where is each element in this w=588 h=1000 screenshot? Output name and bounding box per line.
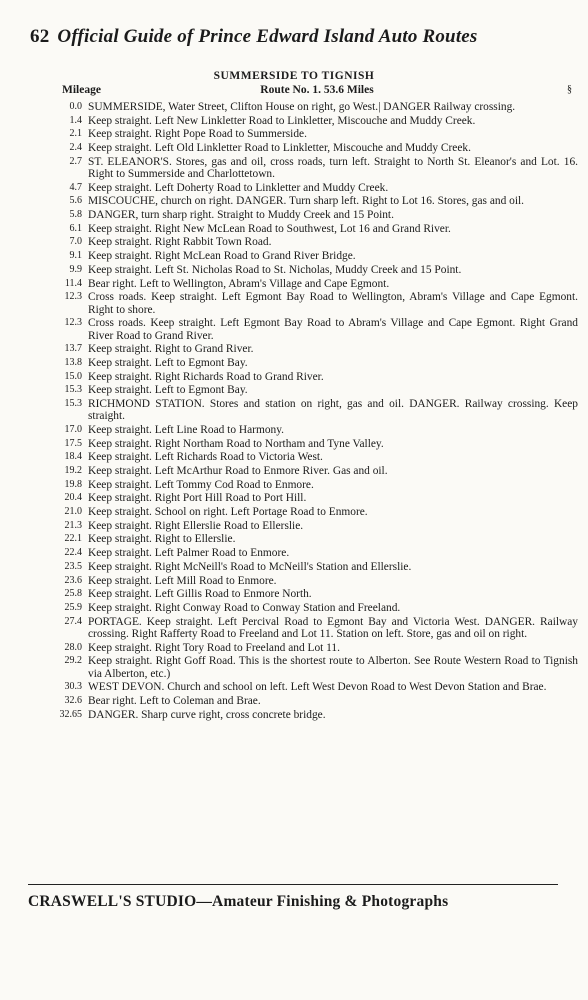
entry-description: PORTAGE. Keep straight. Left Percival Road to Egmont Bay and Victoria West. DANGER. Railway crossing. Right Rafferty Road to Freeland and Lot 11. Station on left. Store, gas and oil on right. <box>88 615 578 640</box>
entry-mileage: 5.8 <box>69 209 82 221</box>
entry-mileage: 19.2 <box>64 465 82 476</box>
entry-mileage: 4.7 <box>69 181 82 193</box>
entry-description: Keep straight. Right Pope Road to Summerside. <box>88 128 307 141</box>
entry-mileage: 23.5 <box>64 560 82 572</box>
entry-description: Keep straight. Left Doherty Road to Linkletter and Muddy Creek. <box>88 181 389 194</box>
entry-description: Keep straight. Left Tommy Cod Road to Enmore. <box>88 478 314 491</box>
entry-description: Keep straight. Left Mill Road to Enmore. <box>88 574 277 587</box>
entry-mileage: 19.8 <box>64 478 82 490</box>
route-entry <box>48 317 578 342</box>
entry-mileage: 30.3 <box>64 681 82 693</box>
route-entry <box>48 655 578 680</box>
entry-description: Cross roads. Keep straight. Left Egmont Bay Road to Abram's Village and Cape Egmont. Right Grand River Road to Grand River. <box>88 317 578 342</box>
entry-description: ST. ELEANOR'S. Stores, gas and oil, cross roads, turn left. Straight to North St. Eleanor's and Lot. 16. Right to Summerside and Charlottetown. <box>88 155 578 181</box>
entry-description: Keep straight. Left Gillis Road to Enmore North. <box>88 588 312 601</box>
route-entry <box>48 424 578 436</box>
route-entry <box>48 128 578 140</box>
entry-description: Keep straight. Left McArthur Road to Enmore River. Gas and oil. <box>88 465 388 477</box>
entry-mileage: 23.6 <box>64 574 82 586</box>
entry-mileage: 6.1 <box>69 222 82 234</box>
route-entry <box>48 384 578 396</box>
entry-description: Keep straight. Right Goff Road. This is the shortest route to Alberton. See Route Western Road to Tignish via Alberton, etc.) <box>88 655 578 680</box>
entry-mileage: 20.4 <box>64 492 82 504</box>
route-entry <box>48 115 578 127</box>
entry-description: MISCOUCHE, church on right. DANGER. Turn sharp left. Right to Lot 16. Stores, gas and oil. <box>88 195 524 208</box>
route-entries <box>48 101 578 722</box>
route-entry <box>48 492 578 504</box>
route-entry <box>48 278 578 290</box>
entry-mileage: 15.3 <box>64 384 82 396</box>
entry-description: SUMMERSIDE, Water Street, Clifton House on right, go West.| DANGER Railway crossing. <box>88 101 516 113</box>
entry-description: Keep straight. School on right. Left Portage Road to Enmore. <box>88 506 368 519</box>
route-entry <box>48 520 578 532</box>
route-entry <box>48 465 578 477</box>
entry-description: Keep straight. Right Tory Road to Freeland and Lot 11. <box>88 641 340 654</box>
entry-mileage: 29.2 <box>64 655 82 667</box>
entry-mileage: 9.9 <box>69 263 82 275</box>
page-title: Official Guide of Prince Edward Island Auto Routes <box>57 26 478 47</box>
entry-description: Keep straight. Right Richards Road to Grand River. <box>88 370 324 383</box>
margin-mark: § <box>567 84 572 95</box>
route-entry <box>48 209 578 221</box>
route-entry <box>48 709 578 721</box>
route-entry <box>48 602 578 614</box>
entry-mileage: 13.8 <box>64 356 82 368</box>
route-entry <box>48 479 578 491</box>
entry-description: Keep straight. Right McLean Road to Grand River Bridge. <box>88 250 356 263</box>
entry-mileage: 15.0 <box>64 370 82 382</box>
entry-description: Keep straight. Left New Linkletter Road to Linkletter, Miscouche and Muddy Creek. <box>88 114 476 127</box>
entry-description: Keep straight. Right Ellerslie Road to Ellerslie. <box>88 519 304 532</box>
entry-mileage: 2.4 <box>69 142 82 154</box>
entry-description: WEST DEVON. Church and school on left. Left West Devon Road to West Devon Station and Brae. <box>88 681 547 694</box>
entry-description: Keep straight. Left to Egmont Bay. <box>88 384 248 397</box>
route-entry <box>48 343 578 355</box>
route-entry <box>48 398 578 423</box>
route-entry <box>48 182 578 194</box>
route-entry <box>48 451 578 463</box>
route-entry <box>48 642 578 654</box>
entry-mileage: 21.3 <box>64 519 82 531</box>
entry-mileage: 5.6 <box>69 195 82 207</box>
entry-description: Keep straight. Left to Egmont Bay. <box>88 356 248 369</box>
route-entry <box>48 236 578 248</box>
route-entry <box>48 101 578 113</box>
entry-mileage: 22.1 <box>64 533 82 545</box>
route-entry <box>48 575 578 587</box>
route-entry <box>48 291 578 316</box>
entry-description: Keep straight. Right McNeill's Road to McNeill's Station and Ellerslie. <box>88 560 412 573</box>
page-number: 62 <box>30 26 50 47</box>
entry-mileage: 32.65 <box>59 708 82 720</box>
entry-description: RICHMOND STATION. Stores and station on right, gas and oil. DANGER. Railway crossing. Keep straight. <box>88 397 578 423</box>
entry-mileage: 22.4 <box>64 547 82 559</box>
entry-description: Keep straight. Right Conway Road to Conway Station and Freeland. <box>88 601 401 614</box>
route-entry <box>48 371 578 383</box>
entry-description: Keep straight. Right to Ellerslie. <box>88 533 236 546</box>
route-info: Route No. 1. 53.6 Miles <box>260 84 374 96</box>
entry-description: Keep straight. Right Rabbit Town Road. <box>88 236 272 249</box>
entry-mileage: 0.0 <box>69 101 82 112</box>
entry-description: Keep straight. Left Old Linkletter Road to Linkletter, Miscouche and Muddy Creek. <box>88 142 471 155</box>
entry-mileage: 7.0 <box>69 236 82 248</box>
route-entry <box>48 357 578 369</box>
entry-description: Keep straight. Right Northam Road to Northam and Tyne Valley. <box>88 437 384 450</box>
route-entry <box>48 142 578 154</box>
entry-mileage: 27.4 <box>64 615 82 627</box>
entry-description: DANGER, turn sharp right. Straight to Muddy Creek and 15 Point. <box>88 209 394 222</box>
entry-mileage: 32.6 <box>64 694 82 706</box>
route-entry <box>48 506 578 518</box>
route-entry <box>48 695 578 707</box>
entry-mileage: 2.7 <box>69 155 82 167</box>
entry-mileage: 25.9 <box>64 601 82 613</box>
entry-mileage: 18.4 <box>64 451 82 463</box>
entry-description: Keep straight. Right New McLean Road to Southwest, Lot 16 and Grand River. <box>88 222 451 235</box>
entry-description: Keep straight. Right Port Hill Road to Port Hill. <box>88 492 307 505</box>
entry-description: Keep straight. Left St. Nicholas Road to St. Nicholas, Muddy Creek and 15 Point. <box>88 263 462 276</box>
route-entry <box>48 533 578 545</box>
mileage-column-header: Mileage <box>62 84 101 96</box>
route-row <box>62 84 572 100</box>
entry-description: Keep straight. Left Palmer Road to Enmore. <box>88 547 290 560</box>
route-entry <box>48 438 578 450</box>
footer-advertisement: CRASWELL'S STUDIO—Amateur Finishing & Photographs <box>28 893 449 910</box>
route-entry <box>48 616 578 641</box>
entry-mileage: 2.1 <box>69 128 82 140</box>
entry-mileage: 1.4 <box>69 114 82 126</box>
entry-mileage: 17.0 <box>64 423 82 435</box>
route-entry <box>48 588 578 600</box>
route-entry <box>48 250 578 262</box>
entry-mileage: 11.4 <box>64 277 82 289</box>
route-entry <box>48 561 578 573</box>
entry-description: Keep straight. Left Line Road to Harmony. <box>88 423 285 436</box>
entry-mileage: 17.5 <box>64 437 82 449</box>
route-entry <box>48 264 578 276</box>
entry-mileage: 25.8 <box>64 588 82 600</box>
route-entry <box>48 195 578 207</box>
entry-description: Cross roads. Keep straight. Left Egmont Bay Road to Wellington, Abram's Village and Cape Egmont. Right to shore. <box>88 291 578 316</box>
entry-mileage: 13.7 <box>64 343 82 355</box>
entry-description: Keep straight. Left Richards Road to Victoria West. <box>88 451 323 464</box>
page-header <box>30 26 560 48</box>
section-title: SUMMERSIDE TO TIGNISH <box>213 70 375 82</box>
entry-description: Bear right. Left to Coleman and Brae. <box>88 694 261 707</box>
entry-mileage: 12.3 <box>64 317 82 329</box>
entry-description: DANGER. Sharp curve right, cross concrete bridge. <box>88 708 326 721</box>
route-entry <box>48 681 578 693</box>
entry-description: Keep straight. Right to Grand River. <box>88 343 254 356</box>
entry-mileage: 28.0 <box>64 641 82 653</box>
route-entry <box>48 547 578 559</box>
route-entry <box>48 223 578 235</box>
route-entry <box>48 156 578 181</box>
entry-mileage: 15.3 <box>64 397 82 409</box>
entry-mileage: 9.1 <box>69 250 82 262</box>
footer-divider <box>28 884 558 885</box>
entry-description: Bear right. Left to Wellington, Abram's Village and Cape Egmont. <box>88 277 390 290</box>
entry-mileage: 21.0 <box>64 506 82 518</box>
entry-mileage: 12.3 <box>64 291 82 303</box>
